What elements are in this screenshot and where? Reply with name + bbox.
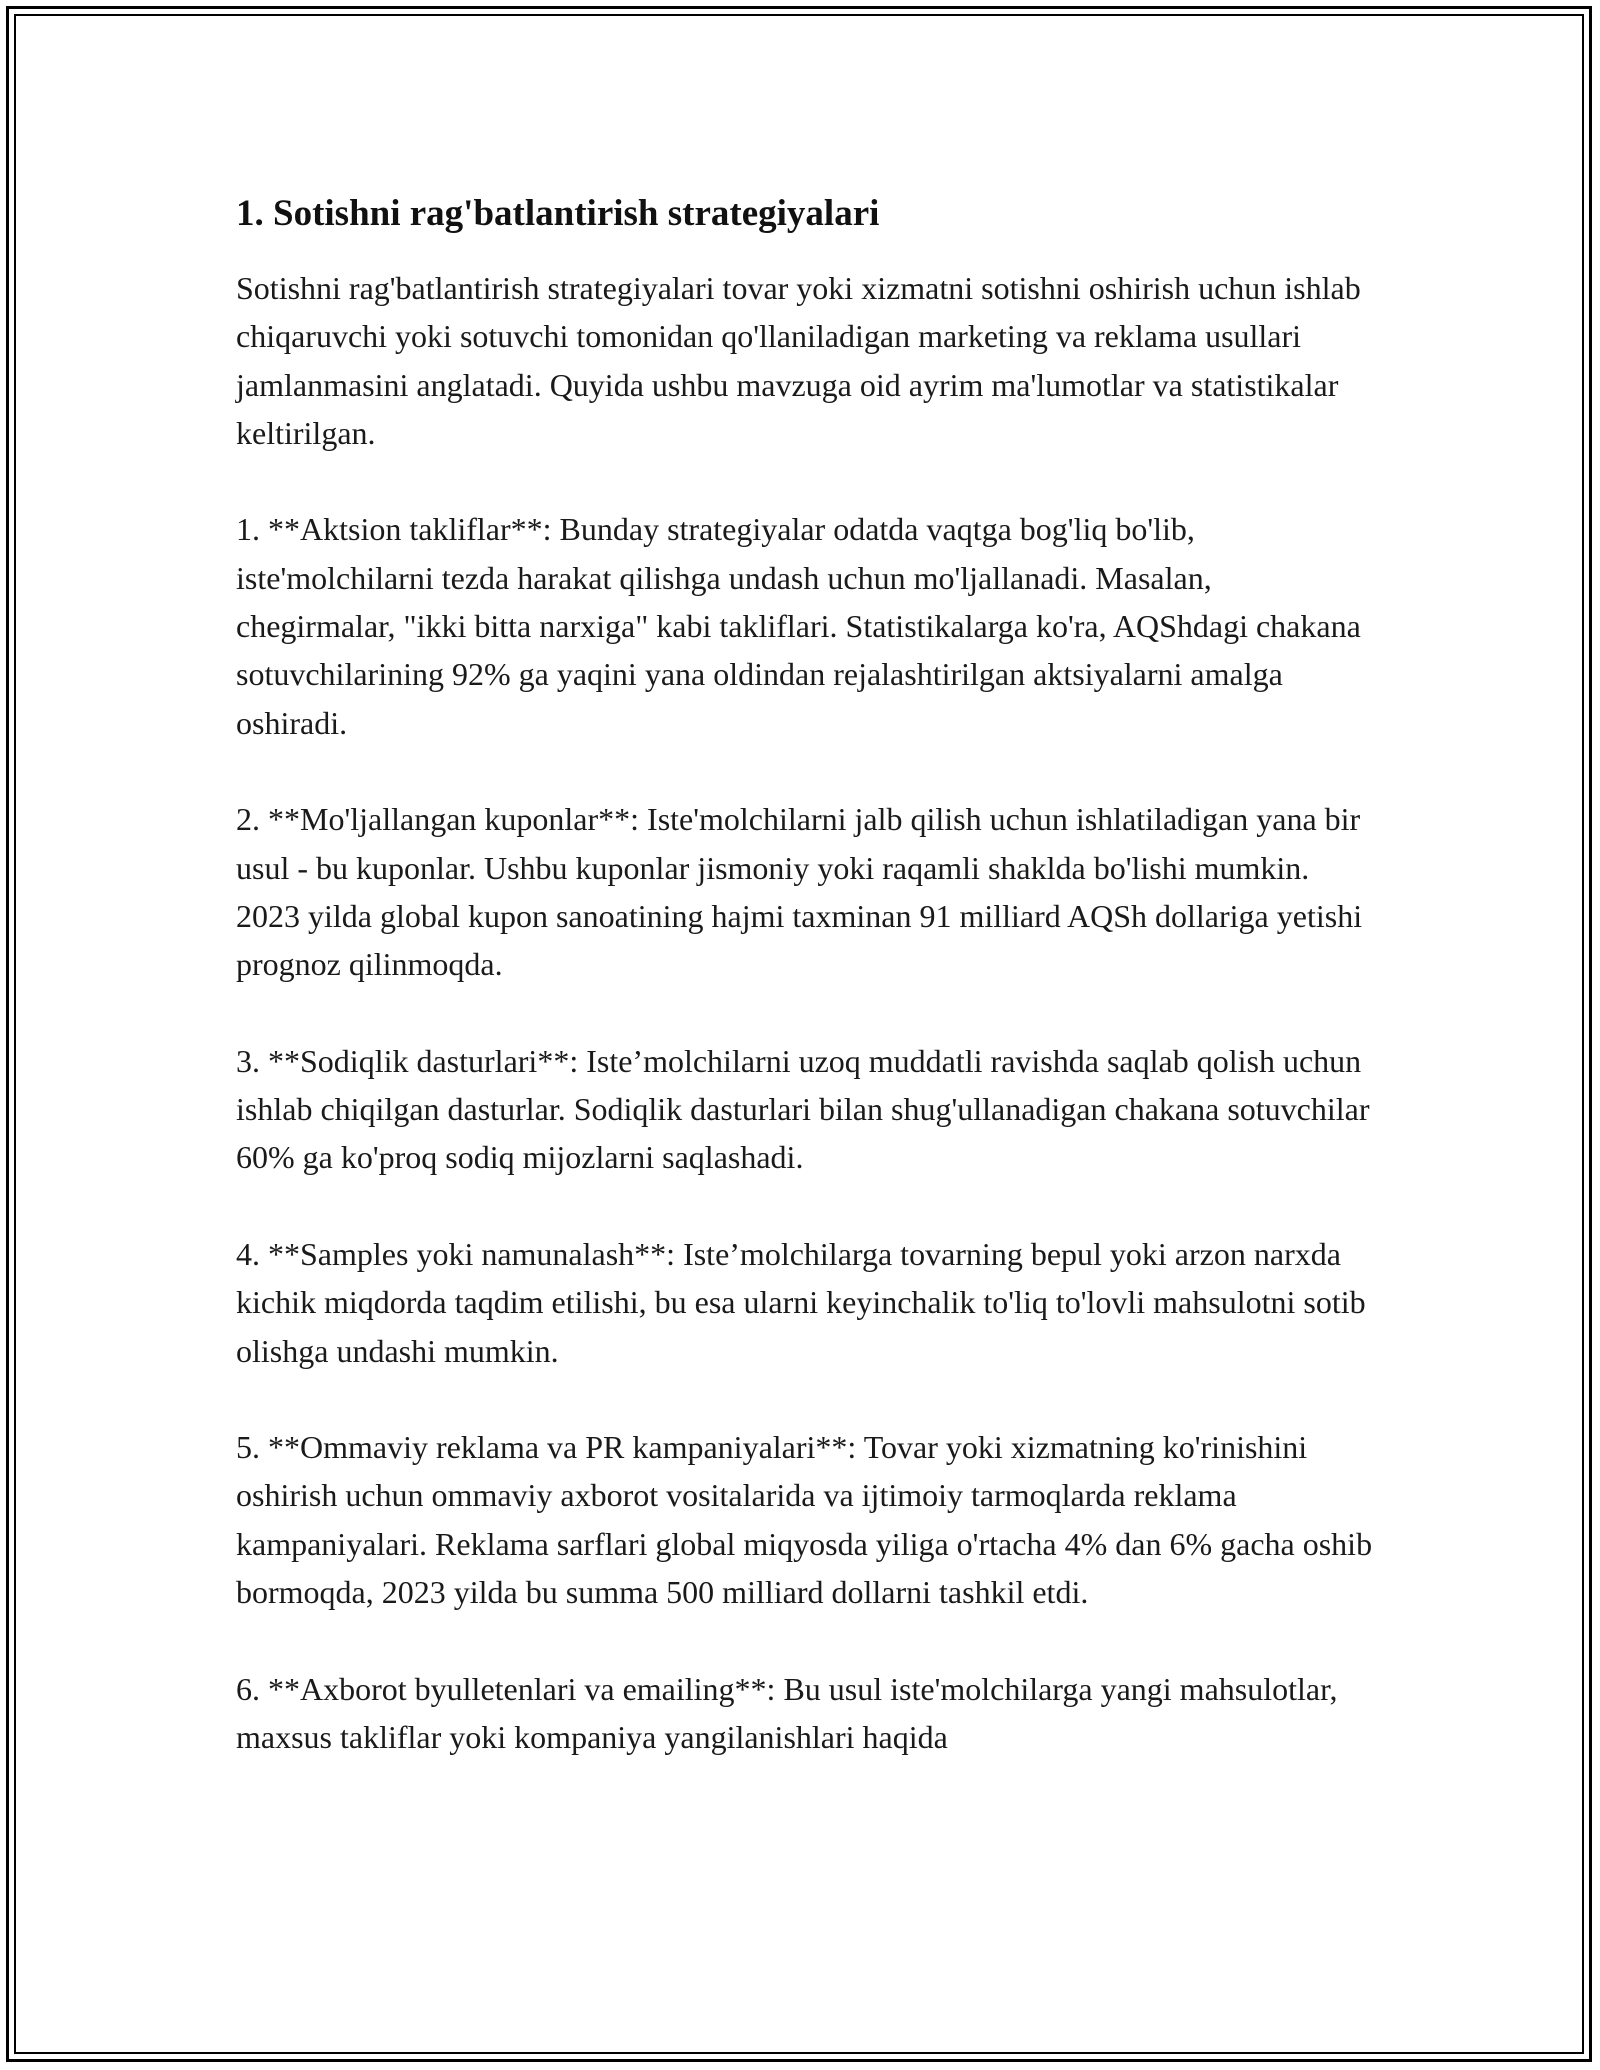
list-item-advertising-pr: 5. **Ommaviy reklama va PR kampaniyalari**: Tovar yoki xizmatning ko'rinishini oshirish uchun ommaviy axborot vositalarida va ijtimoiy tarmoqlarda reklama kampaniyalari. Reklama sarflari global miqyosda yiliga o'rtacha 4% dan 6% gacha oshib bormoqda, 2023 yilda bu summa 500 milliard dollarni tashkil etdi. xyxy=(236,1429,1373,1611)
intro-paragraph: Sotishni rag'batlantirish strategiyalari tovar yoki xizmatni sotishni oshirish uchun ishlab chiqaruvchi yoki sotuvchi tomonidan qo'llaniladigan marketing va reklama usullari jamlanmasini anglatadi. Quyida ushbu mavzuga oid ayrim ma'lumotlar va statistikalar keltirilgan. xyxy=(236,270,1361,451)
section-title: 1. Sotishni rag'batlantirish strategiyalari xyxy=(236,193,880,234)
document-body xyxy=(236,190,1376,1810)
list-item-loyalty-programs: 3. **Sodiqlik dasturlari**: Iste’molchilarni uzoq muddatli ravishda saqlab qolish uchun ishlab chiqilgan dasturlar. Sodiqlik dasturlari bilan shug'ullanadigan chakana sotuvchilar 60% ga ko'proq sodiq mijozlarni saqlashadi. xyxy=(236,1042,1370,1176)
list-item-targeted-coupons: 2. **Mo'ljallangan kuponlar**: Iste'molchilarni jalb qilish uchun ishlatiladigan yana bir usul - bu kuponlar. Ushbu kuponlar jismoniy yoki raqamli shaklda bo'lishi mumkin. 2023 yilda global kupon sanoatining hajmi taxminan 91 milliard AQSh dollariga yetishi prognoz qilinmoqda. xyxy=(236,801,1363,983)
list-item-newsletters-emailing: 6. **Axborot byulletenlari va emailing**: Bu usul iste'molchilarga yangi mahsulotlar, maxsus takliflar yoki kompaniya yangilanishlari haqida xyxy=(236,1670,1338,1755)
list-item-sampling: 4. **Samples yoki namunalash**: Iste’molchilarga tovarning bepul yoki arzon narxda kichik miqdorda taqdim etilishi, bu esa ularni keyinchalik to'liq to'lovli mahsulotni sotib olishga undashi mumkin. xyxy=(236,1235,1366,1369)
list-item-promotional-offers: 1. **Aktsion takliflar**: Bunday strategiyalar odatda vaqtga bog'liq bo'lib, iste'molchilarni tezda harakat qilishga undash uchun mo'ljallanadi. Masalan, chegirmalar, "ikki bitta narxiga" kabi takliflari. Statistikalarga ko'ra, AQShdagi chakana sotuvchilarining 92% ga yaqini yana oldindan rejalashtirilgan aktsiyalarni amalga oshiradi. xyxy=(236,511,1361,741)
